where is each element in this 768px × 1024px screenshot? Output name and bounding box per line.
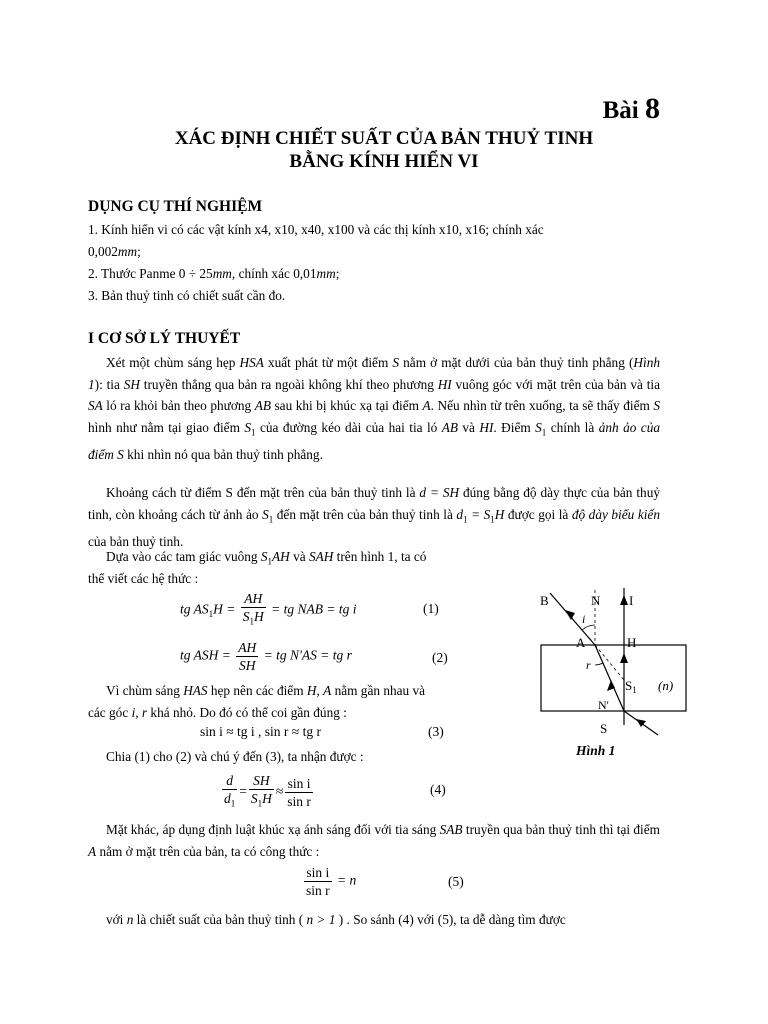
- equation-4: $\frac{d}{d_1}$ = $\frac{SH}{S_1H}$ ≈ $\frac{\text{sin i}}{\text{sin r}}$: [224, 773, 311, 809]
- equation-2-number: (2): [432, 650, 448, 665]
- label-i: I: [629, 593, 634, 608]
- equipment-heading: DỤNG CỤ THÍ NGHIỆM: [88, 198, 263, 215]
- title-line-2: BẰNG KÍNH HIỂN VI: [289, 151, 479, 172]
- theory-paragraph-3-line-2: thể viết các hệ thức :: [88, 571, 199, 586]
- label-angle-i: i: [582, 612, 586, 626]
- figure-caption: Hình 1: [576, 743, 616, 758]
- equation-2: tg ASH = $\frac{AH}{SH}$ = tg N'AS = tg r: [180, 640, 352, 673]
- equation-1: tg $AS_1H$ = $\frac{AH}{S_1H}$ = tg NAB = tg i: [180, 591, 357, 627]
- theory-paragraph-4-line-2: các góc i, r khá nhỏ. Do đó có thể coi gần đúng :: [88, 705, 347, 720]
- figure-refraction-diagram: [520, 585, 700, 765]
- label-s1: $S_1$: [625, 678, 637, 695]
- equipment-item-2: 2. Thước Panme 0 ÷ 25mm, chính xác 0,01mm;: [88, 266, 340, 281]
- arrow-up-middle: [620, 653, 628, 663]
- ray-a-b: [550, 593, 595, 645]
- equipment-item-1-cont: 0,002mm;: [88, 244, 141, 259]
- equation-3-number: (3): [428, 724, 444, 739]
- theory-paragraph-5: Chia (1) cho (2) và chú ý đến (3), ta nhận được :: [106, 749, 364, 764]
- theory-paragraph-2: Khoảng cách từ điểm S đến mặt trên của bản thuỷ tinh là d = SH đúng bằng độ dày thực của bản thuỷ tinh, còn khoảng cách từ ảnh ảo $S_1$ đến mặt trên của bản thuỷ tinh là $d_1 = S_1H$ được gọi là độ dày biểu kiến của bản thuỷ tinh.: [88, 485, 660, 549]
- theory-paragraph-3-line-1: Dựa vào các tam giác vuông $S_1AH$ và SAH trên hình 1, ta có: [106, 549, 427, 567]
- lesson-number: Bài 8: [602, 92, 660, 125]
- theory-paragraph-6: Mặt khác, áp dụng định luật khúc xạ ánh sáng đối với tia sáng SAB truyền qua bản thuỷ tinh thì tại điểm A nằm ở mặt trên của bản, ta có công thức :: [88, 822, 661, 859]
- label-angle-r: r: [586, 658, 591, 672]
- equation-5: $\frac{\text{sin i}}{\text{sin r}}$ = n: [306, 865, 357, 898]
- arrow-s-a: [607, 680, 615, 691]
- label-n-prime: N': [598, 698, 609, 712]
- equipment-item-1: 1. Kính hiển vi có các vật kính x4, x10, x40, x100 và các thị kính x10, x16; chính xác: [88, 222, 544, 237]
- virtual-extension: [595, 645, 624, 680]
- theory-heading: I CƠ SỞ LÝ THUYẾT: [88, 330, 241, 347]
- angle-r-arc: [595, 663, 603, 665]
- equation-1-number: (1): [423, 601, 439, 616]
- label-n: N: [591, 593, 601, 608]
- arrow-a-b: [565, 610, 575, 620]
- theory-paragraph-7: với n là chiết suất của bản thuỷ tinh ( n > 1 ) . So sánh (4) với (5), ta dễ dàng tìm được: [106, 912, 566, 927]
- theory-paragraph-4-line-1: Vì chùm sáng HAS hẹp nên các điểm H, A nằm gần nhau và: [106, 683, 426, 698]
- equation-4-number: (4): [430, 782, 446, 797]
- equation-5-number: (5): [448, 874, 464, 889]
- label-b: B: [540, 593, 549, 608]
- label-a: A: [576, 635, 586, 650]
- label-n-index: (n): [658, 678, 674, 693]
- label-h: H: [627, 635, 637, 650]
- equation-3: sin i ≈ tg i , sin r ≈ tg r: [200, 724, 321, 739]
- theory-paragraph-1: Xét một chùm sáng hẹp HSA xuất phát từ một điểm S nằm ở mặt dưới của bản thuỷ tinh phẳng (Hình 1): tia SH truyền thẳng qua bản ra ngoài không khí theo phương HI vuông góc với mặt trên của bản và tia SA ló ra khỏi bản theo phương AB sau khi bị khúc xạ tại điểm A. Nếu nhìn từ trên xuống, ta sẽ thấy điểm S hình như nằm tại giao điểm $S_1$ của đường kéo dài của hai tia ló AB và HI. Điểm $S_1$ chính là ảnh ảo của điểm S khi nhìn nó qua bản thuỷ tinh phẳng.: [88, 355, 661, 462]
- equipment-item-3: 3. Bản thuỷ tinh có chiết suất cần đo.: [88, 288, 286, 303]
- arrow-up-top: [620, 595, 628, 605]
- label-s: S: [600, 721, 608, 736]
- title-line-1: XÁC ĐỊNH CHIẾT SUẤT CỦA BẢN THUỶ TINH: [174, 128, 594, 149]
